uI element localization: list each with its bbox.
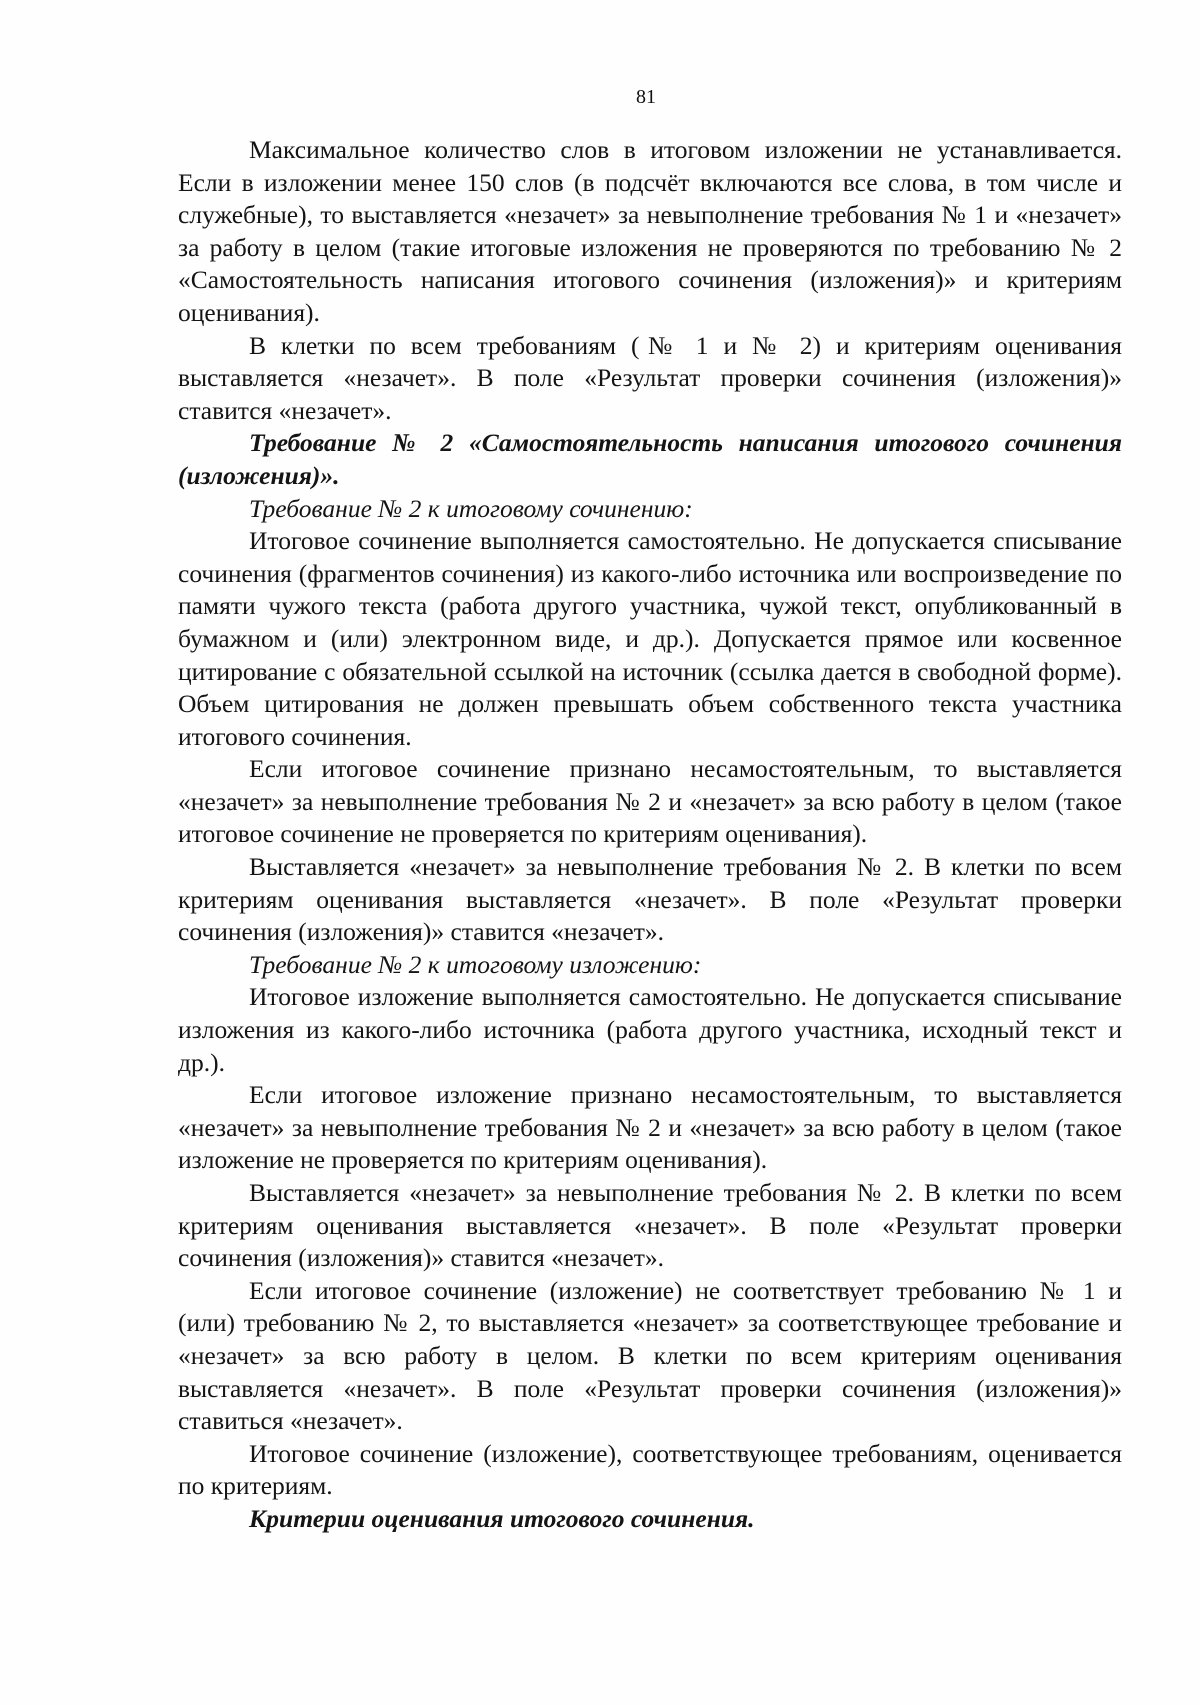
- paragraph: Если итоговое сочинение (изложение) не соответствует требованию № 1 и (или) требованию № 2, то выставляется «незачет» за соответствующее требование и «незачет» за всю работу в целом. В клетки по всем критериям оценивания выставляется «незачет». В поле «Результат проверки сочинения (изложения)» ставиться «незачет».: [178, 1275, 1122, 1436]
- paragraph: Если итоговое сочинение признано несамостоятельным, то выставляется «незачет» за невыполнение требования № 2 и «незачет» за всю работу в целом (такое итоговое сочинение не проверяется по критериям оценивания).: [178, 754, 1122, 849]
- section-heading: Критерии оценивания итогового сочинения.: [249, 1503, 755, 1533]
- document-body: [178, 134, 1122, 1536]
- paragraph: Выставляется «незачет» за невыполнение требования № 2. В клетки по всем критериям оценивания выставляется «незачет». В поле «Результат проверки сочинения (изложения)» ставится «незачет».: [178, 1178, 1122, 1273]
- section-heading: Требование № 2 «Самостоятельность написания итогового сочинения (изложения)».: [178, 428, 1122, 490]
- paragraph: Если итоговое изложение признано несамостоятельным, то выставляется «незачет» за невыполнение требования № 2 и «незачет» за всю работу в целом (такое изложение не проверяется по критериям оценивания).: [178, 1080, 1122, 1175]
- paragraph: Выставляется «незачет» за невыполнение требования № 2. В клетки по всем критериям оценивания выставляется «незачет». В поле «Результат проверки сочинения (изложения)» ставится «незачет».: [178, 852, 1122, 947]
- subsection-heading: Требование № 2 к итоговому изложению:: [249, 949, 702, 979]
- paragraph: В клетки по всем требованиям (№ 1 и № 2) и критериям оценивания выставляется «незачет». В поле «Результат проверки сочинения (изложения)» ставится «незачет».: [178, 330, 1122, 425]
- paragraph: Итоговое изложение выполняется самостоятельно. Не допускается списывание изложения из какого-либо источника (работа другого участника, исходный текст и др.).: [178, 982, 1122, 1077]
- paragraph: Итоговое сочинение (изложение), соответствующее требованиям, оценивается по критериям.: [178, 1438, 1122, 1501]
- paragraph: Максимальное количество слов в итоговом изложении не устанавливается. Если в изложении менее 150 слов (в подсчёт включаются все слова, в том числе и служебные), то выставляется «незачет» за невыполнение требования № 1 и «незачет» за работу в целом (такие итоговые изложения не проверяются по требованию № 2 «Самостоятельность написания итогового сочинения (изложения)» и критериям оценивания).: [178, 135, 1122, 327]
- subsection-heading: Требование № 2 к итоговому сочинению:: [249, 493, 693, 523]
- paragraph: Итоговое сочинение выполняется самостоятельно. Не допускается списывание сочинения (фрагментов сочинения) из какого-либо источника или воспроизведение по памяти чужого текста (работа другого участника, чужой текст, опубликованный в бумажном и (или) электронном виде, и др.). Допускается прямое или косвенное цитирование с обязательной ссылкой на источник (ссылка дается в свободной форме). Объем цитирования не должен превышать объем собственного текста участника итогового сочинения.: [178, 526, 1122, 751]
- page-number: 81: [636, 86, 656, 108]
